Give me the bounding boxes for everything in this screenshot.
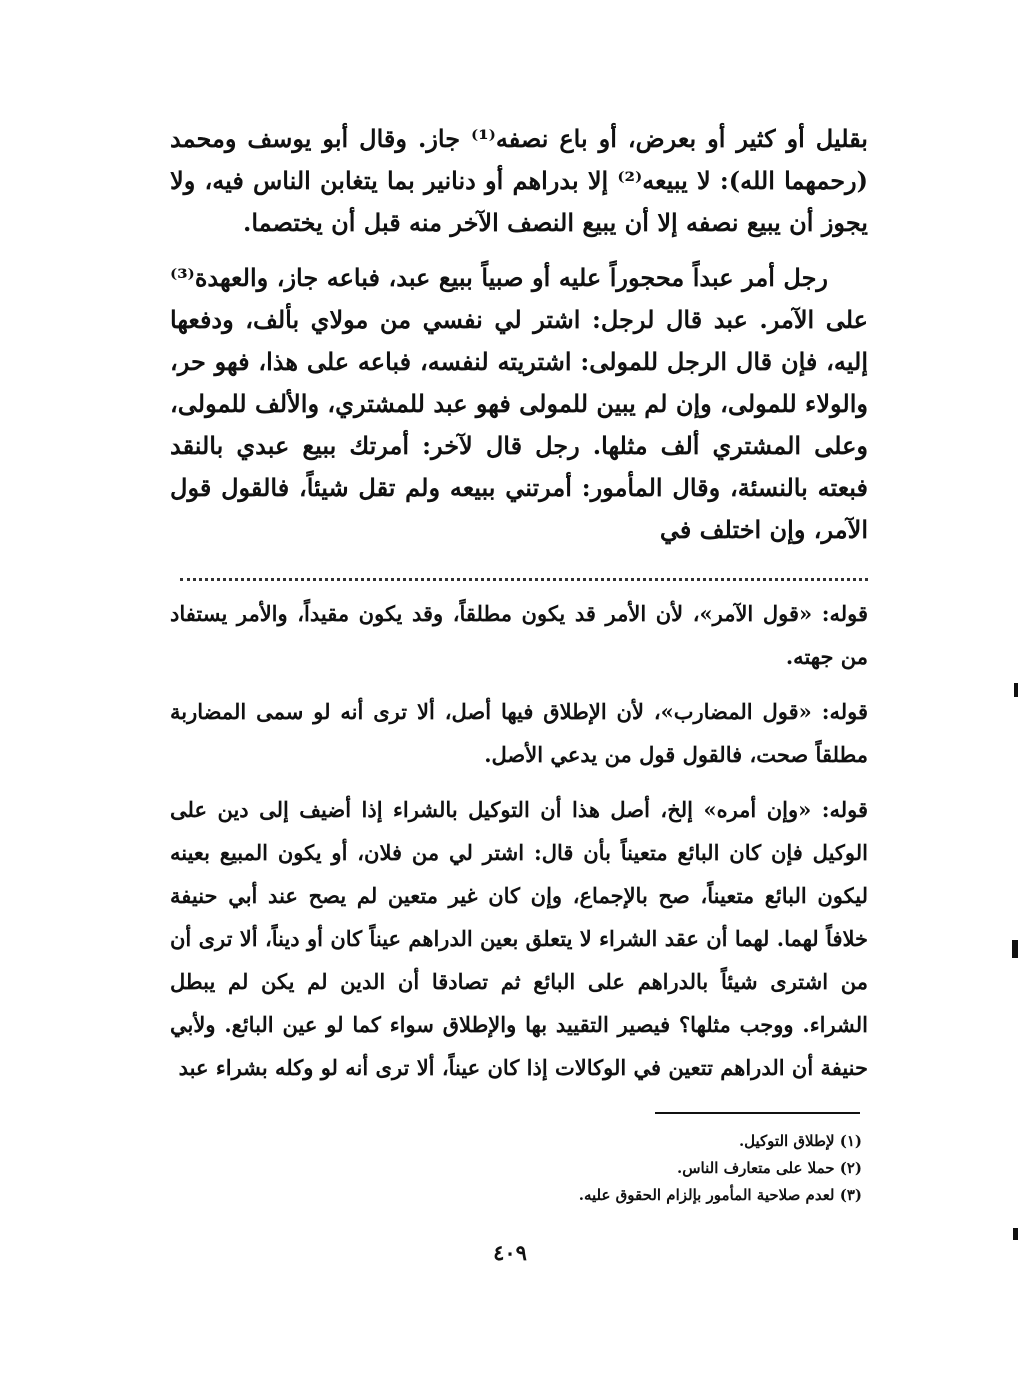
scan-speck bbox=[1012, 940, 1018, 958]
scan-speck bbox=[1013, 1228, 1018, 1240]
main-paragraph: بقليل أو كثير أو بعرض، أو باع نصفه⁽¹⁾ جاز. وقال أبو يوسف ومحمد (رحمهما الله): لا يبيعه⁽²⁾ إلا بدراهم أو دنانير بما يتغابن الناس فيه، ولا يجوز أن يبيع نصفه إلا أن يبيع النصف الآخر منه قبل أن يختصما. bbox=[170, 124, 868, 237]
note-paragraph: قوله: «وإن أمره» إلخ، أصل هذا أن التوكيل بالشراء إذا أضيف إلى دين على الوكيل فإن كان البائع متعيناً بأن قال: اشتر لي من فلان، أو يكون المبيع بعينه ليكون البائع متعيناً، صح بالإجماع، وإن كان غير متعين لم يصح عند أبي حنيفة خلافاً لهما. لهما أن عقد الشراء لا يتعلق بعين الدراهم عيناً كان أو ديناً، ألا ترى أن من اشترى شيئاً بالدراهم على البائع ثم تصادقا أن الدين لم يكن لم يبطل الشراء. ووجب مثلها؟ فيصير التقييد بها والإطلاق سواء كما لو عين البائع. ولأبي حنيفة أن الدراهم تتعين في الوكالات إذا كان عيناً، ألا ترى أنه لو وكله بشراء عبد bbox=[170, 797, 868, 1080]
main-paragraph: رجل أمر عبداً محجوراً عليه أو صبياً ببيع عبد، فباعه جاز، والعهدة⁽³⁾ على الآمر. عبد قال لرجل: اشتر لي نفسي من مولاي بألف، ودفعها إليه، فإن قال الرجل للمولى: اشتريته لنفسه، فباعه على هذا، فهو حر، والولاء للمولى، وإن لم يبين للمولى فهو عبد للمشتري، والألف للمولى، وعلى المشتري ألف مثلها. رجل قال لآخر: أمرتك ببيع عبدي بالنقد فبعته بالنسئة، وقال المأمور: أمرتني ببيعه ولم تقل شيئاً، فالقول قول الآمر، وإن اختلف في bbox=[170, 263, 868, 544]
commentary-notes bbox=[170, 592, 868, 1101]
scan-speck bbox=[1014, 683, 1018, 697]
footnotes bbox=[500, 1128, 862, 1209]
footnote: (١) لإطلاق التوكيل. bbox=[738, 1132, 862, 1150]
note-paragraph: قوله: «قول المضارب»، لأن الإطلاق فيها أصل، ألا ترى أنه لو سمى المضاربة مطلقاً صحت، فالقول قول من يدعي الأصل. bbox=[170, 699, 868, 767]
footnote: (٢) حملا على متعارف الناس. bbox=[677, 1159, 862, 1177]
footnote: (٣) لعدم صلاحية المأمور بإلزام الحقوق عليه. bbox=[578, 1186, 862, 1204]
main-text bbox=[170, 118, 868, 564]
note-paragraph: قوله: «قول الآمر»، لأن الأمر قد يكون مطلقاً، وقد يكون مقيداً، والأمر يستفاد من جهته. bbox=[170, 601, 868, 669]
page-number: ٤٠٩ bbox=[493, 1240, 527, 1265]
footnote-rule bbox=[655, 1112, 860, 1114]
dotted-separator bbox=[180, 568, 868, 581]
